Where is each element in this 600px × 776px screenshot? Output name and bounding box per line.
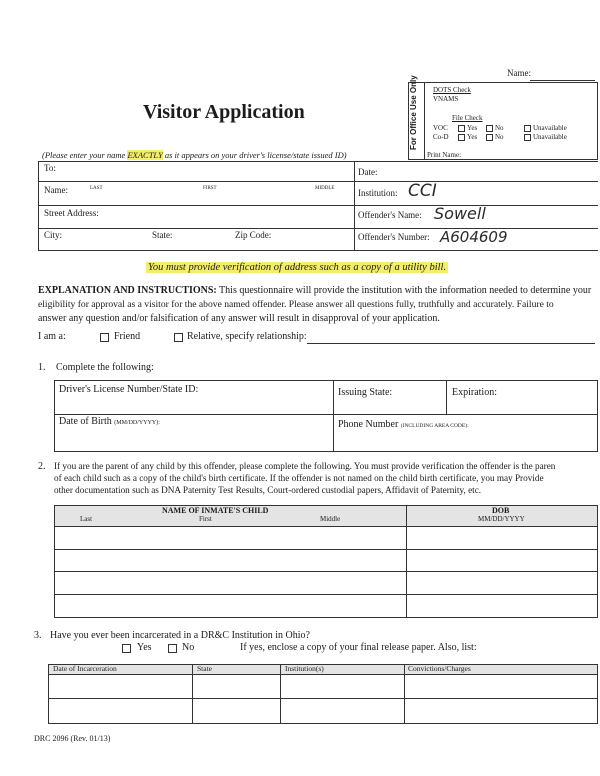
q2-col-dob: DOB xyxy=(492,506,510,515)
grid-bottom-line xyxy=(38,250,598,251)
child-4-dob-field[interactable] xyxy=(408,596,596,616)
q3-col-line-2 xyxy=(280,664,281,724)
relationship-line xyxy=(307,343,595,344)
q1-col-line xyxy=(333,380,334,452)
zip-field[interactable] xyxy=(275,230,350,248)
q2-col-last: Last xyxy=(80,515,93,523)
explanation-line-1 xyxy=(38,285,591,296)
middle-label: MIDDLE xyxy=(315,186,335,191)
office-use-side-label: For Office Use Only xyxy=(409,75,418,150)
offender-name-label: Offender's Name: xyxy=(358,210,422,220)
name-field[interactable] xyxy=(75,192,350,204)
q3-row-2-date-field[interactable] xyxy=(50,700,190,722)
q2-row-line-3 xyxy=(54,594,598,595)
cod-unavailable-checkbox[interactable] xyxy=(524,134,531,141)
q1-col-line-2 xyxy=(446,380,447,414)
friend-checkbox[interactable] xyxy=(100,333,109,342)
office-use-divider xyxy=(424,82,425,160)
q2-number: 2. xyxy=(38,461,46,472)
last-label: LAST xyxy=(90,186,103,191)
phone-label xyxy=(338,419,469,430)
child-2-name-field[interactable] xyxy=(56,551,404,570)
child-3-dob-field[interactable] xyxy=(408,573,596,593)
relationship-field[interactable] xyxy=(307,330,595,343)
relative-checkbox[interactable] xyxy=(174,333,183,342)
grid-middle-line xyxy=(354,161,355,250)
child-1-name-field[interactable] xyxy=(56,528,404,548)
phone-field[interactable] xyxy=(337,430,595,450)
date-label: Date: xyxy=(358,167,378,177)
voc-unavailable-checkbox[interactable] xyxy=(524,125,531,132)
dob-format: (MM/DD/YYYY): xyxy=(114,420,160,426)
name-instruction-exactly: EXACTLY xyxy=(127,150,163,160)
issuing-state-label: Issuing State: xyxy=(338,387,393,398)
child-3-name-field[interactable] xyxy=(56,573,404,593)
name-instruction xyxy=(42,150,347,160)
voc-yes-label: Yes xyxy=(467,124,478,132)
state-label: State: xyxy=(152,230,173,240)
q3-row-2-convictions-field[interactable] xyxy=(406,700,596,722)
grid-line-2 xyxy=(38,205,598,206)
date-field[interactable] xyxy=(385,164,595,179)
voc-no-checkbox[interactable] xyxy=(486,125,493,132)
name-instruction-after: as it appears on your driver's license/state issued ID) xyxy=(162,150,347,160)
q2-col-dob-format: MM/DD/YYYY xyxy=(478,515,525,523)
q2-col-first: First xyxy=(199,515,212,523)
name-label: Name: xyxy=(44,185,68,195)
first-label: FIRST xyxy=(203,186,217,191)
offender-number-value[interactable]: A604609 xyxy=(440,228,508,246)
page-title: Visitor Application xyxy=(143,101,305,123)
dots-check-label: DOTS Check xyxy=(433,86,471,94)
institution-value[interactable]: CCI xyxy=(408,181,437,201)
explanation-line-3: answer any question and/or falsification of any answer will result in disapproval of your application. xyxy=(38,313,440,324)
drivers-license-label: Driver's License Number/State ID: xyxy=(59,384,199,395)
explanation-heading: EXPLANATION AND INSTRUCTIONS: xyxy=(38,285,217,296)
form-number: DRC 2096 (Rev. 01/13) xyxy=(34,734,111,743)
q3-col-line-3 xyxy=(404,664,405,724)
institution-label: Institution: xyxy=(358,188,398,198)
explanation-line-2: eligibility for approval as a visitor for the above named offender. Please answer all questions fully, truthfully and accurately. Failure to xyxy=(38,299,554,310)
q3-col-line-1 xyxy=(192,664,193,724)
state-field[interactable] xyxy=(178,230,233,248)
q2-col-middle: Middle xyxy=(320,515,341,523)
issuing-state-field[interactable] xyxy=(337,398,443,412)
q3-yes-checkbox[interactable] xyxy=(122,644,131,653)
cod-yes-checkbox[interactable] xyxy=(458,134,465,141)
q3-col-state: State xyxy=(197,664,212,673)
cod-label: Co-D xyxy=(433,133,449,141)
q2-col-line xyxy=(406,505,407,618)
name-instruction-before: (Please enter your name xyxy=(42,150,128,160)
to-label: To: xyxy=(44,163,56,173)
q3-row-1-date-field[interactable] xyxy=(50,676,190,697)
q2-line-1: If you are the parent of any child by this offender, please complete the following. You must provide verification the offender is the paren xyxy=(54,461,556,471)
dob-label xyxy=(59,416,160,427)
q3-col-institution: Institution(s) xyxy=(285,664,324,673)
q2-row-line-1 xyxy=(54,549,598,550)
grid-line-3 xyxy=(38,228,598,229)
cod-unavailable-label: Unavailable xyxy=(533,133,567,141)
verification-notice: You must provide verification of address such as a copy of a utility bill. xyxy=(148,262,447,273)
q3-text: Have you ever been incarcerated in a DR&C Institution in Ohio? xyxy=(50,630,310,641)
q1-number: 1. xyxy=(38,362,46,373)
grid-top-line xyxy=(38,161,598,162)
drivers-license-field[interactable] xyxy=(58,396,330,412)
city-label: City: xyxy=(44,230,63,240)
q1-row-line xyxy=(54,414,598,415)
cod-no-label: No xyxy=(495,133,504,141)
q2-col-name: NAME OF INMATE'S CHILD xyxy=(162,506,269,515)
q3-number: 3. xyxy=(34,630,42,641)
q3-row-2-institution-field[interactable] xyxy=(282,700,402,722)
dob-text: Date of Birth xyxy=(59,416,112,427)
q3-col-date: Date of Incarceration xyxy=(53,664,117,673)
explanation-text-1: This questionnaire will provide the institution with the information needed to determine your xyxy=(216,285,592,296)
expiration-label: Expiration: xyxy=(452,387,497,398)
dob-field[interactable] xyxy=(58,428,330,450)
top-name-line xyxy=(530,80,595,81)
file-check-label: File Check xyxy=(452,114,483,122)
q3-col-convictions: Convictions/Charges xyxy=(408,664,471,673)
voc-yes-checkbox[interactable] xyxy=(458,125,465,132)
phone-note: (INCLUDING AREA CODE): xyxy=(400,423,469,429)
grid-line-1 xyxy=(38,181,598,182)
street-field[interactable] xyxy=(110,208,350,226)
child-4-name-field[interactable] xyxy=(56,596,404,616)
phone-text: Phone Number xyxy=(338,419,399,430)
q2-row-line-2 xyxy=(54,571,598,572)
voc-label: VOC xyxy=(433,124,448,132)
q3-row-1-convictions-field[interactable] xyxy=(406,676,596,697)
q3-yes-label: Yes xyxy=(137,642,152,653)
q3-no-label: No xyxy=(182,642,195,653)
q3-row-1-state-field[interactable] xyxy=(194,676,278,697)
q1-text: Complete the following: xyxy=(56,362,154,373)
q2-line-2: of each child such as a copy of the child's birth certificate. If the offender is not named on the child birth certificate, you may Provide xyxy=(54,473,544,483)
grid-left-line xyxy=(38,161,39,250)
voc-unavailable-label: Unavailable xyxy=(533,124,567,132)
print-name-label: Print Name: xyxy=(427,151,462,159)
cod-no-checkbox[interactable] xyxy=(486,134,493,141)
top-name-label: Name: xyxy=(507,68,531,78)
q3-if-yes: If yes, enclose a copy of your final release paper. Also, list: xyxy=(240,642,477,653)
voc-no-label: No xyxy=(495,124,504,132)
child-2-dob-field[interactable] xyxy=(408,551,596,570)
q3-row-1-institution-field[interactable] xyxy=(282,676,402,697)
street-label: Street Address: xyxy=(44,208,99,218)
i-am-a-label: I am a: xyxy=(38,331,66,342)
cod-yes-label: Yes xyxy=(467,133,478,141)
vnams-label: VNAMS xyxy=(433,95,459,103)
q3-no-checkbox[interactable] xyxy=(168,644,177,653)
relative-label: Relative, specify relationship: xyxy=(187,331,307,342)
zip-label: Zip Code: xyxy=(235,230,272,240)
q3-row-line xyxy=(48,698,598,699)
offender-number-label: Offender's Number: xyxy=(358,232,430,242)
offender-name-value[interactable]: Sowell xyxy=(434,204,486,223)
q3-header-line xyxy=(48,674,598,675)
q2-line-3: other documentation such as DNA Paternity Test Results, Court-ordered custodial papers, Affidavit of Paternity, etc. xyxy=(54,485,482,495)
to-field[interactable] xyxy=(60,163,350,179)
q3-row-2-state-field[interactable] xyxy=(194,700,278,722)
city-field[interactable] xyxy=(64,230,148,248)
friend-label: Friend xyxy=(114,331,141,342)
q2-header-line xyxy=(54,526,598,527)
expiration-field[interactable] xyxy=(450,398,595,412)
child-1-dob-field[interactable] xyxy=(408,528,596,548)
